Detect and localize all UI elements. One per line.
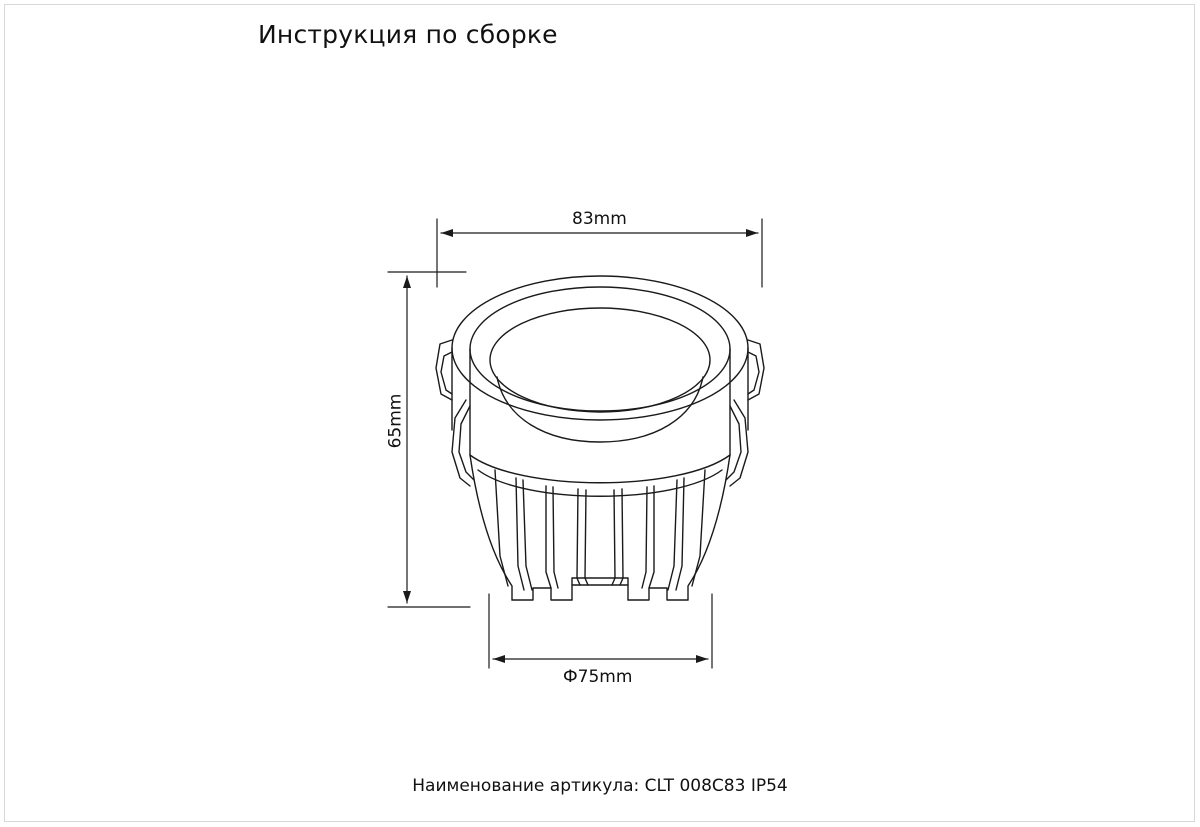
dimension-label-width: 83mm	[572, 209, 627, 229]
article-name-line: Наименование артикула: CLT 008C83 IP54	[412, 776, 788, 796]
dimension-line-diameter	[489, 594, 712, 668]
page-title: Инструкция по сборке	[258, 20, 558, 49]
dimension-label-diameter: Ф75mm	[563, 667, 633, 687]
dimension-line-width	[437, 219, 762, 287]
luminaire-outline	[436, 276, 764, 600]
dimension-label-height: 65mm	[385, 393, 406, 449]
